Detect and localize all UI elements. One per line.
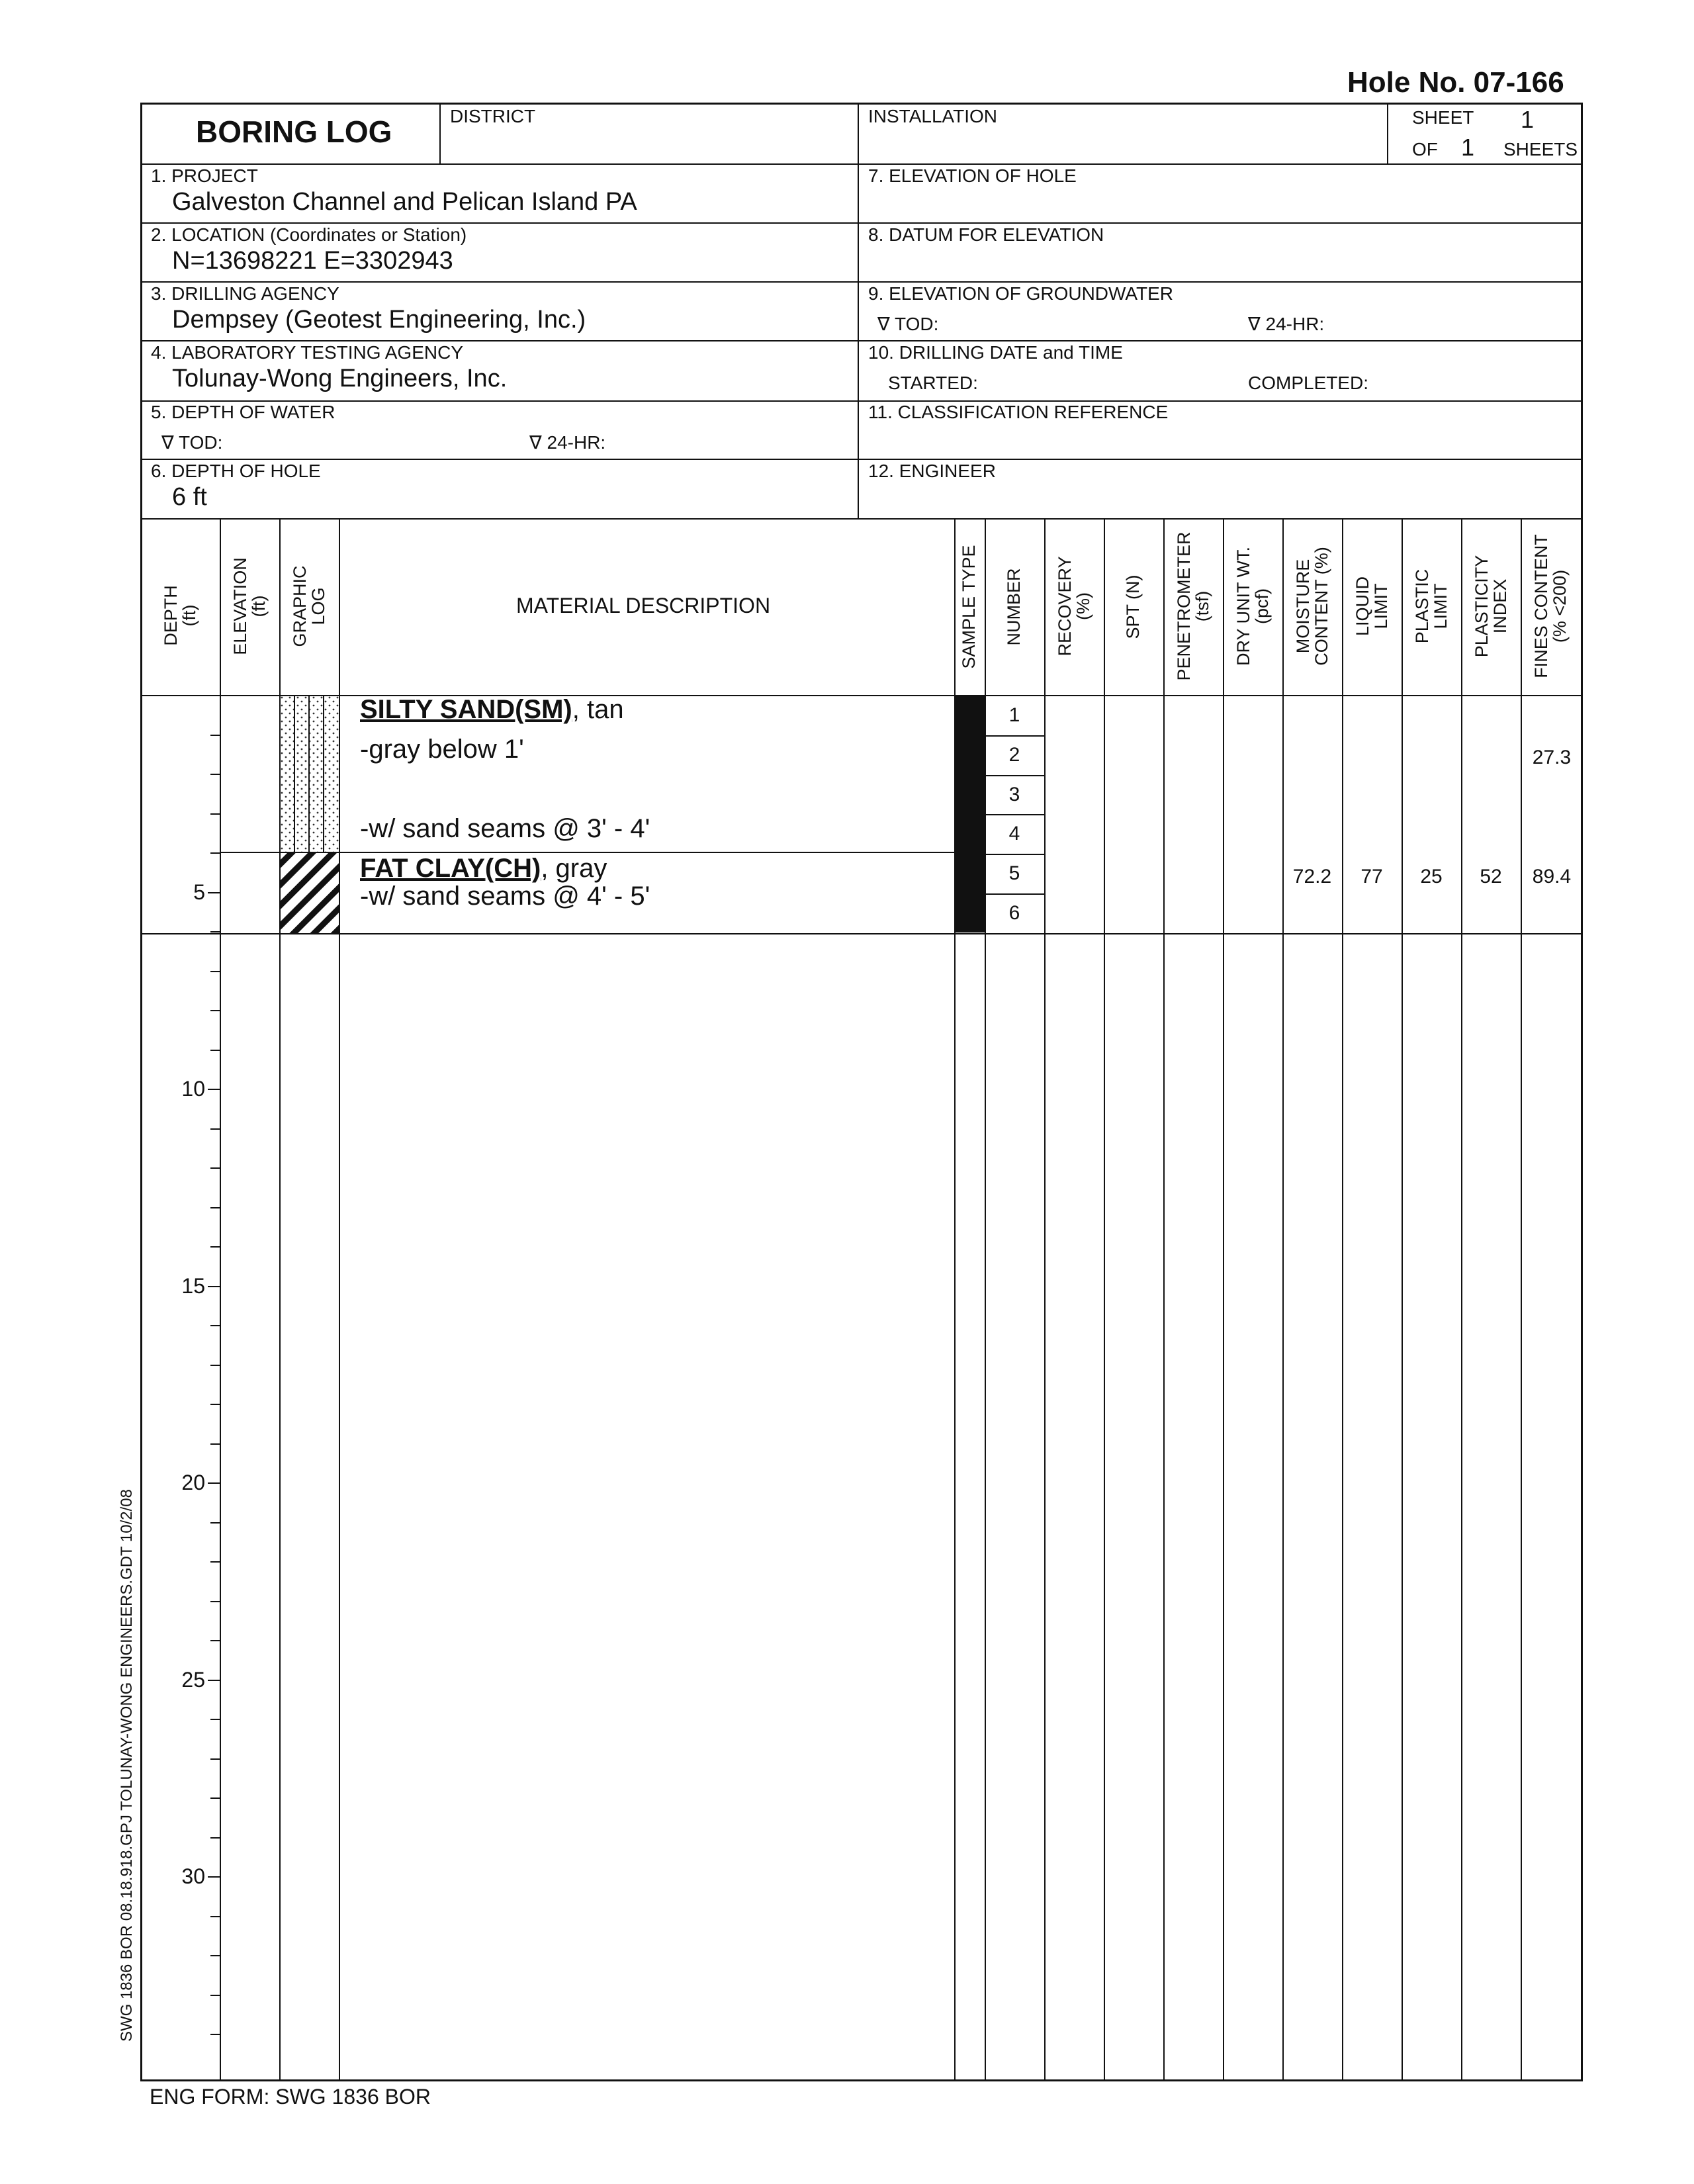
location-label: 2. LOCATION (Coordinates or Station) xyxy=(151,224,467,245)
col-elevation: ELEVATION (ft) xyxy=(230,557,269,655)
note-sand-seams-4-5: -w/ sand seams @ 4' - 5' xyxy=(360,882,650,911)
depth-tick xyxy=(208,1876,220,1878)
col-dry-unit-wt: DRY UNIT WT. (pcf) xyxy=(1233,546,1272,666)
sample-number: 5 xyxy=(1008,862,1020,884)
depth-tick xyxy=(210,1325,220,1326)
depth-tick xyxy=(210,1561,220,1563)
col-number: NUMBER xyxy=(1004,568,1024,646)
col-graphic-log: GRAPHIC LOG xyxy=(290,565,328,647)
lab-agency-label: 4. LABORATORY TESTING AGENCY xyxy=(151,342,464,363)
depth-tick xyxy=(210,2034,220,2035)
elevation-label: 7. ELEVATION OF HOLE xyxy=(868,165,1077,186)
note-gray-below: -gray below 1' xyxy=(360,735,524,764)
layer-fat-clay: FAT CLAY(CH), gray xyxy=(360,854,607,883)
col-material-description: MATERIAL DESCRIPTION xyxy=(516,594,771,617)
drilling-agency-value: Dempsey (Geotest Engineering, Inc.) xyxy=(172,306,586,334)
depth-label: 15 xyxy=(181,1274,205,1298)
depth-tick xyxy=(210,1128,220,1130)
sample-number: 3 xyxy=(1008,784,1020,805)
hole-number: Hole No. 07-166 xyxy=(1347,66,1564,99)
fines-sample-2: 27.3 xyxy=(1532,747,1572,768)
sample-type-bar xyxy=(956,696,985,933)
project-label: 1. PROJECT xyxy=(151,165,258,186)
project-value: Galveston Channel and Pelican Island PA xyxy=(172,188,637,216)
drilling-agency-label: 3. DRILLING AGENCY xyxy=(151,283,339,304)
plastic-limit-sample-5: 25 xyxy=(1420,866,1443,887)
moisture-sample-5: 72.2 xyxy=(1292,866,1332,887)
depth-tick xyxy=(210,1601,220,1602)
sample-number: 6 xyxy=(1008,902,1020,924)
col-penetrometer: PENETROMETER (tsf) xyxy=(1174,531,1212,681)
depth-tick xyxy=(210,1365,220,1366)
lab-agency-value: Tolunay-Wong Engineers, Inc. xyxy=(172,365,508,392)
district-label: DISTRICT xyxy=(450,106,536,126)
depth-label: 30 xyxy=(181,1864,205,1888)
header-divider xyxy=(858,103,859,518)
col-plasticity-index: PLASTICITY INDEX xyxy=(1472,555,1510,658)
installation-label: INSTALLATION xyxy=(868,106,998,126)
depth-tick xyxy=(210,1995,220,1996)
fat-clay-pattern xyxy=(280,852,339,933)
depth-tick xyxy=(210,1758,220,1760)
hole-depth-value: 6 ft xyxy=(172,483,207,511)
depth-tick xyxy=(210,1443,220,1445)
col-spt: SPT (N) xyxy=(1123,574,1143,639)
groundwater-tod: ∇ TOD: xyxy=(877,314,939,334)
col-moisture: MOISTURE CONTENT (%) xyxy=(1293,547,1331,666)
depth-tick xyxy=(210,774,220,775)
depth-tick xyxy=(208,1680,220,1681)
drilling-date-label: 10. DRILLING DATE and TIME xyxy=(868,342,1123,363)
depth-label: 20 xyxy=(181,1471,205,1494)
groundwater-24hr: ∇ 24-HR: xyxy=(1248,314,1325,334)
depth-tick xyxy=(210,1640,220,1641)
depth-tick xyxy=(208,1482,220,1484)
depth-tick xyxy=(210,1050,220,1051)
form-title: BORING LOG xyxy=(196,114,392,149)
depth-tick xyxy=(208,1089,220,1090)
col-recovery: RECOVERY (%) xyxy=(1055,556,1093,657)
sheet-label: SHEET xyxy=(1412,107,1474,128)
depth-tick xyxy=(208,1286,220,1287)
completed-label: COMPLETED: xyxy=(1248,373,1369,393)
depth-tick xyxy=(210,1010,220,1011)
note-sand-seams-3-4: -w/ sand seams @ 3' - 4' xyxy=(360,814,650,843)
of-label: OF xyxy=(1412,139,1438,159)
depth-tick xyxy=(210,1797,220,1799)
engineer-label: 12. ENGINEER xyxy=(868,461,996,481)
water-depth-label: 5. DEPTH OF WATER xyxy=(151,402,335,422)
depth-tick xyxy=(210,1837,220,1839)
fines-sample-5: 89.4 xyxy=(1532,866,1572,887)
depth-tick xyxy=(210,852,220,854)
datum-label: 8. DATUM FOR ELEVATION xyxy=(868,224,1104,245)
depth-tick xyxy=(210,1955,220,1956)
of-value: 1 xyxy=(1461,134,1475,161)
classification-label: 11. CLASSIFICATION REFERENCE xyxy=(868,402,1169,422)
sample-number: 1 xyxy=(1008,704,1020,726)
depth-tick xyxy=(210,931,220,933)
depth-tick xyxy=(210,735,220,736)
depth-label: 10 xyxy=(181,1077,205,1101)
water-24hr: ∇ 24-HR: xyxy=(529,432,606,453)
hole-depth-label: 6. DEPTH OF HOLE xyxy=(151,461,321,481)
graphic-log xyxy=(280,696,339,934)
liquid-limit-sample-5: 77 xyxy=(1360,866,1383,887)
water-tod: ∇ TOD: xyxy=(161,432,223,453)
col-plastic-limit: PLASTIC LIMIT xyxy=(1412,569,1450,644)
depth-tick xyxy=(210,1522,220,1524)
sheets-label: SHEETS xyxy=(1503,139,1578,159)
plasticity-index-sample-5: 52 xyxy=(1480,866,1502,887)
depth-tick xyxy=(210,1404,220,1405)
form-footer: ENG FORM: SWG 1836 BOR xyxy=(150,2085,431,2109)
sheet-value: 1 xyxy=(1521,106,1535,133)
depth-tick xyxy=(210,813,220,815)
depth-tick xyxy=(208,892,220,893)
depth-label: 25 xyxy=(181,1668,205,1692)
depth-tick xyxy=(210,1207,220,1208)
district-divider xyxy=(439,103,441,163)
sample-number: 4 xyxy=(1008,823,1020,844)
depth-tick xyxy=(210,1719,220,1720)
sample-number: 2 xyxy=(1008,744,1020,766)
depth-tick xyxy=(210,1167,220,1169)
col-depth: DEPTH (ft) xyxy=(161,585,199,646)
depth-tick xyxy=(210,1916,220,1917)
boring-log-frame xyxy=(140,103,1583,2081)
col-liquid-limit: LIQUID LIMIT xyxy=(1353,576,1391,637)
silty-sand-pattern xyxy=(280,696,339,852)
col-sample-type: SAMPLE TYPE xyxy=(959,545,979,669)
side-file-info: SWG 1836 BOR 08.18.918.GPJ TOLUNAY-WONG ENGINEERS.GDT 10/2/08 xyxy=(118,1489,136,2042)
depth-label: 5 xyxy=(193,880,205,904)
depth-tick xyxy=(210,971,220,972)
layer-silty-sand: SILTY SAND(SM), tan xyxy=(360,695,624,724)
groundwater-label: 9. ELEVATION OF GROUNDWATER xyxy=(868,283,1174,304)
started-label: STARTED: xyxy=(888,373,978,393)
location-value: N=13698221 E=3302943 xyxy=(172,247,453,275)
sheet-divider xyxy=(1387,103,1388,163)
col-fines-content: FINES CONTENT (% <200) xyxy=(1531,534,1570,678)
depth-tick xyxy=(210,1246,220,1248)
